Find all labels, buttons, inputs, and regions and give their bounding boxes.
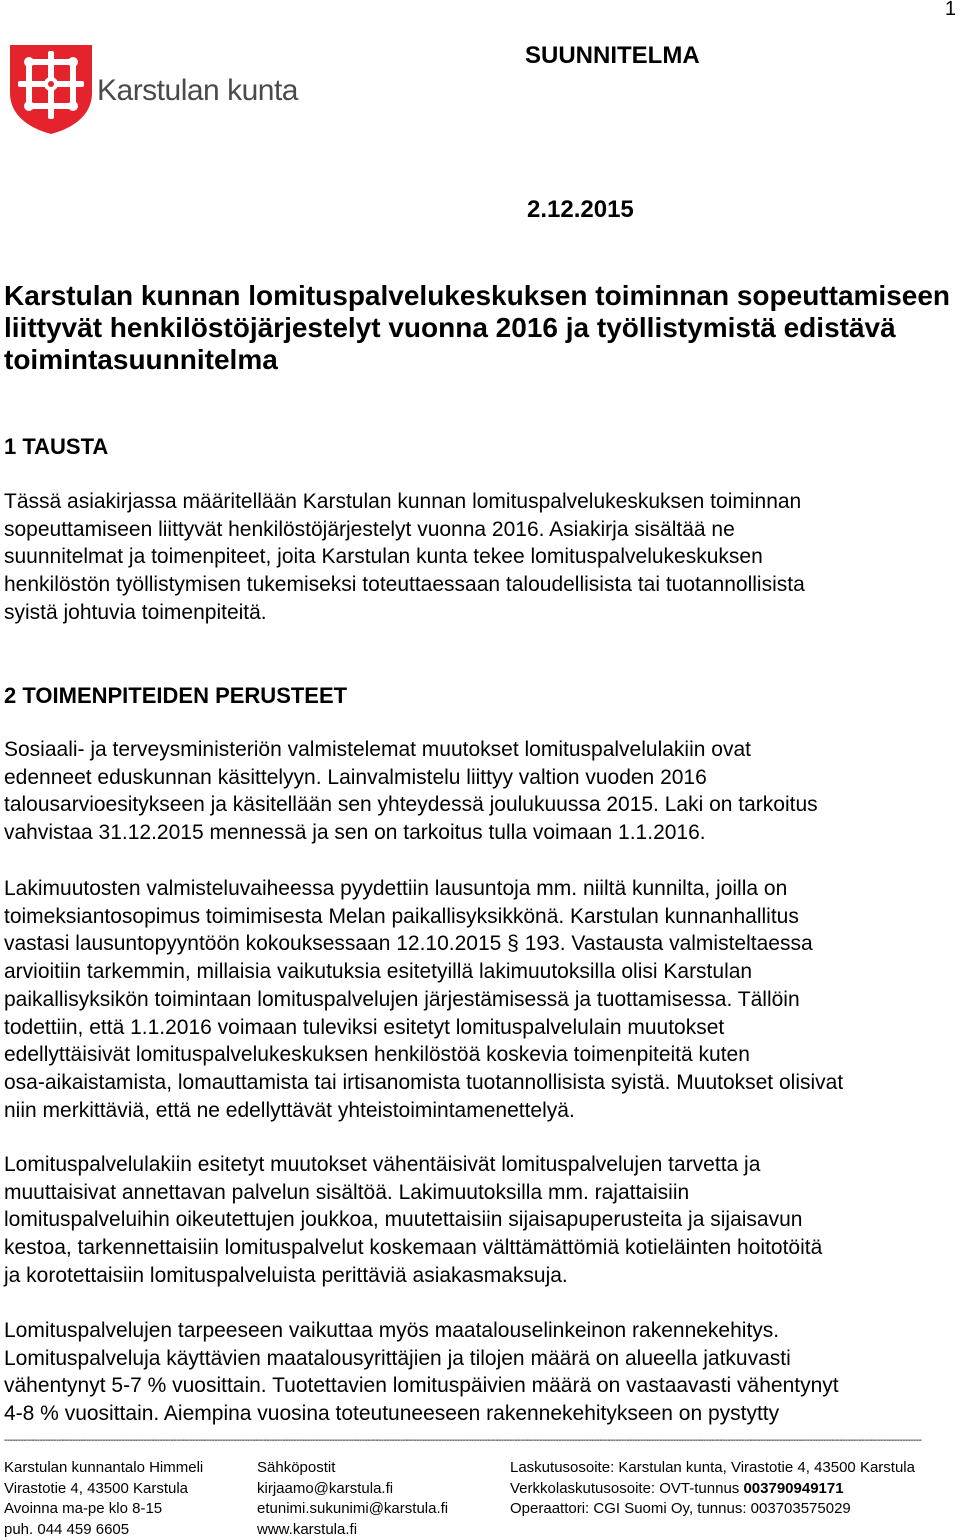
text-line: toimeksiantosopimus toimimisesta Melan paikallisyksikkönä. Karstulan kunnanhallitus bbox=[4, 903, 960, 931]
footer-line: etunimi.sukunimi@karstula.fi bbox=[257, 1499, 448, 1520]
footer-line: Operaattori: CGI Suomi Oy, tunnus: 003703575029 bbox=[510, 1499, 915, 1520]
text-line: lomituspalveluihin oikeutettujen joukkoa, muutettaisiin sijaisapuperusteita ja sijaisavun bbox=[4, 1206, 960, 1234]
footer-line: Sähköpostit bbox=[257, 1458, 448, 1479]
text-line: syistä johtuvia toimenpiteitä. bbox=[4, 599, 960, 627]
text-line: vahvistaa 31.12.2015 mennessä ja sen on tarkoitus tulla voimaan 1.1.2016. bbox=[4, 819, 960, 847]
text-line: Lomituspalveluja käyttävien maatalousyrittäjien ja tilojen määrä on alueella jatkuvasti bbox=[4, 1345, 960, 1373]
text-line: osa-aikaistamista, lomauttamista tai irtisanomista tuotannollisista syistä. Muutokset olisivat bbox=[4, 1069, 960, 1097]
footer-line: Virastotie 4, 43500 Karstula bbox=[4, 1479, 203, 1500]
footer-billing-column bbox=[510, 1458, 915, 1520]
section-1-paragraph bbox=[4, 488, 960, 627]
footer-email-column bbox=[257, 1458, 448, 1540]
text-line: edenneet eduskunnan käsittelyyn. Lainvalmistelu liittyy valtion vuoden 2016 bbox=[4, 764, 960, 792]
text-line: Lomituspalvelulakiin esitetyt muutokset vähentäisivät lomituspalvelujen tarvetta ja bbox=[4, 1151, 960, 1179]
text-line: Sosiaali- ja terveysministeriön valmistelemat muutokset lomituspalvelulakiin ovat bbox=[4, 736, 960, 764]
text-line: todettiin, että 1.1.2016 voimaan tuleviksi esitetyt lomituspalvelulain muutokset bbox=[4, 1014, 960, 1042]
footer-line: puh. 044 459 6605 bbox=[4, 1520, 203, 1540]
text-line: vastasi lausuntopyyntöön kokouksessaan 12.10.2015 § 193. Vastausta valmisteltaessa bbox=[4, 930, 960, 958]
text-line: kestoa, tarkennettaisiin lomituspalvelut koskemaan välttämättömiä kotieläinten hoitotöitä bbox=[4, 1234, 960, 1262]
section-2-paragraph-3 bbox=[4, 1151, 960, 1290]
footer-ovt-label: Verkkolaskutusosoite: OVT-tunnus bbox=[510, 1480, 743, 1497]
document-title: Karstulan kunnan lomituspalvelukeskuksen toiminnan sopeuttamiseen liittyvät henkilöstöjärjestelyt vuonna 2016 ja työllistymistä edistävä toimintasuunnitelma bbox=[4, 280, 954, 376]
text-line: henkilöstön työllistymisen tukemiseksi toteuttaessaan taloudellisista tai tuotannollisista bbox=[4, 571, 960, 599]
text-line: sopeuttamiseen liittyvät henkilöstöjärjestelyt vuonna 2016. Asiakirja sisältää ne bbox=[4, 516, 960, 544]
section-2-paragraph-1 bbox=[4, 736, 960, 847]
section-heading-tausta: 1 TAUSTA bbox=[4, 434, 108, 460]
footer-line: Karstulan kunnantalo Himmeli bbox=[4, 1458, 203, 1479]
coat-of-arms-icon bbox=[6, 43, 96, 135]
text-line: Lomituspalvelujen tarpeeseen vaikuttaa myös maatalouselinkeinon rakennekehitys. bbox=[4, 1317, 960, 1345]
text-line: niin merkittäviä, että ne edellyttävät yhteistoimintamenettelyä. bbox=[4, 1097, 960, 1125]
text-line: 4-8 % vuosittain. Aiempina vuosina toteutuneeseen rakennekehitykseen on pystytty bbox=[4, 1400, 960, 1428]
logo-text: Karstulan kunta bbox=[97, 74, 298, 108]
footer-line bbox=[510, 1479, 915, 1500]
footer-line: Avoinna ma-pe klo 8-15 bbox=[4, 1499, 203, 1520]
footer-line: Laskutusosoite: Karstulan kunta, Virastotie 4, 43500 Karstula bbox=[510, 1458, 915, 1479]
text-line: talousarvioesitykseen ja käsitellään sen yhteydessä joulukuussa 2015. Laki on tarkoitus bbox=[4, 791, 960, 819]
page-number: 1 bbox=[945, 0, 956, 21]
section-heading-perusteet: 2 TOIMENPITEIDEN PERUSTEET bbox=[4, 683, 347, 709]
document-type: SUUNNITELMA bbox=[525, 42, 700, 70]
section-2-paragraph-2 bbox=[4, 875, 960, 1124]
footer-ovt-value: 003790949171 bbox=[743, 1480, 843, 1497]
section-2-paragraph-4 bbox=[4, 1317, 960, 1428]
text-line: muuttaisivat annettavan palvelun sisältöä. Lakimuutoksilla mm. rajattaisiin bbox=[4, 1179, 960, 1207]
text-line: ja korotettaisiin lomituspalveluista perittäviä asiakasmaksuja. bbox=[4, 1262, 960, 1290]
text-line: vähentynyt 5-7 % vuosittain. Tuotettavien lomituspäivien määrä on vastaavasti vähentynyt bbox=[4, 1372, 960, 1400]
text-line: arvioitiin tarkemmin, millaisia vaikutuksia esitetyillä lakimuutoksilla olisi Karstulan bbox=[4, 958, 960, 986]
text-line: suunnitelmat ja toimenpiteet, joita Karstulan kunta tekee lomituspalvelukeskuksen bbox=[4, 543, 960, 571]
text-line: Tässä asiakirjassa määritellään Karstulan kunnan lomituspalvelukeskuksen toiminnan bbox=[4, 488, 960, 516]
footer-address-column bbox=[4, 1458, 203, 1540]
footer-line: www.karstula.fi bbox=[257, 1520, 448, 1540]
footer-line: kirjaamo@karstula.fi bbox=[257, 1479, 448, 1500]
footer-divider: ------------------------------------------------------------------------------------------------------------------------------------------------------------------------------------------------------------------------------------------------------------------------------------------------------------------------------------------------ bbox=[4, 1435, 956, 1446]
text-line: paikallisyksikön toimintaan lomituspalvelujen järjestämisessä ja tuottamisessa. Tällöin bbox=[4, 986, 960, 1014]
document-date: 2.12.2015 bbox=[527, 196, 634, 224]
text-line: Lakimuutosten valmisteluvaiheessa pyydettiin lausuntoja mm. niiltä kunnilta, joilla on bbox=[4, 875, 960, 903]
text-line: edellyttäisivät lomituspalvelukeskuksen henkilöstöä koskevia toimenpiteitä kuten bbox=[4, 1041, 960, 1069]
